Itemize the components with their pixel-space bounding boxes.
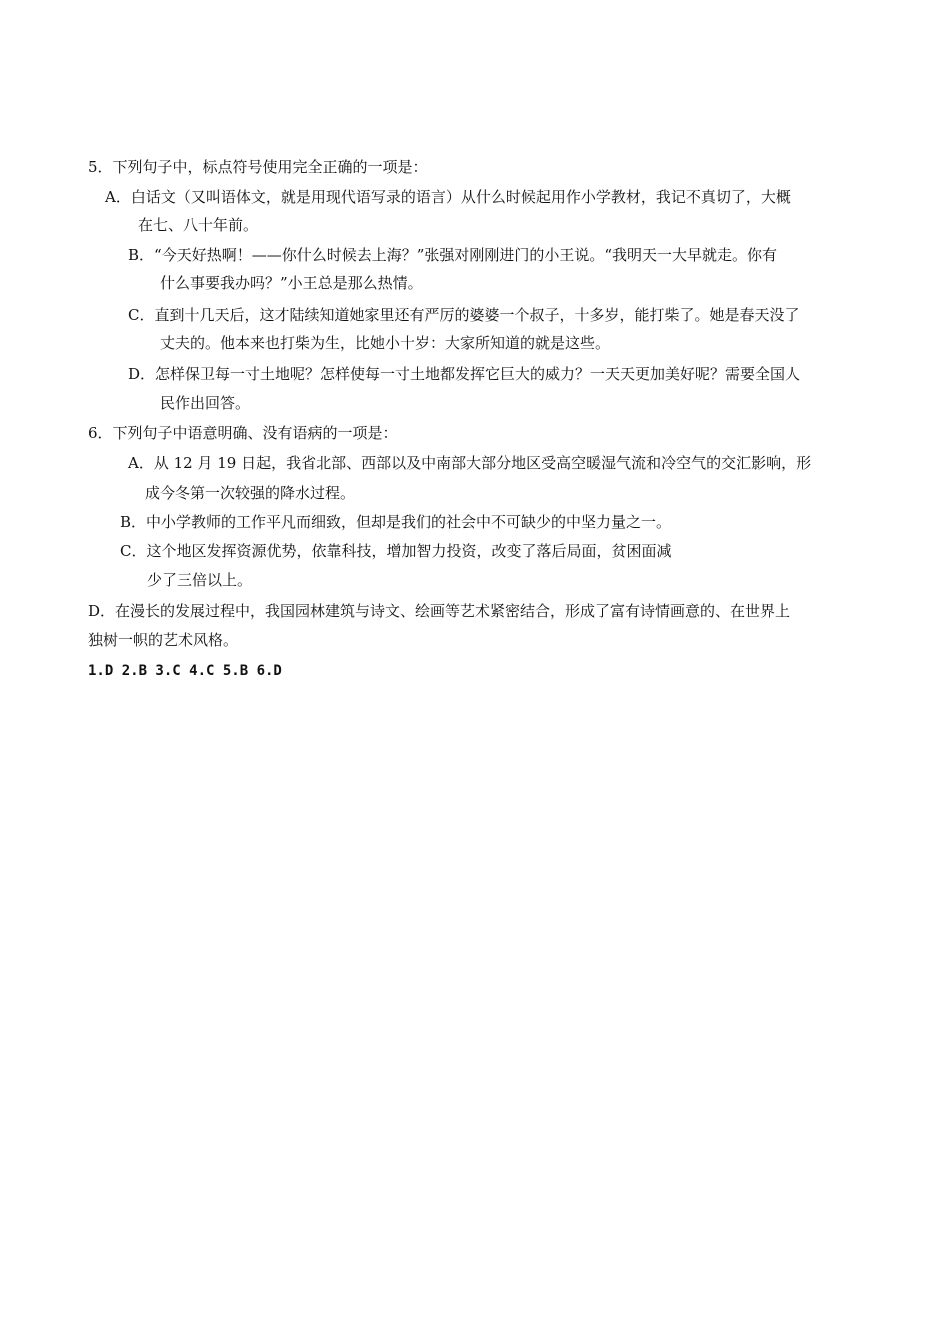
q5-option-d-line2: 民作出回答。	[160, 394, 251, 412]
q5-option-b-line2: 什么事要我办吗？”小王总是那么热情。	[160, 274, 423, 292]
q6-option-d-line2: 独树一帜的艺术风格。	[88, 631, 239, 649]
q5-stem: 5．下列句子中，标点符号使用完全正确的一项是：	[88, 158, 428, 176]
q6-option-b: B．中小学教师的工作平凡而细致，但却是我们的社会中不可缺少的中坚力量之一。	[120, 513, 672, 531]
answer-key: 1.D 2.B 3.C 4.C 5.B 6.D	[88, 663, 282, 679]
q5-option-a-line2: 在七、八十年前。	[138, 216, 259, 234]
q6-stem: 6．下列句子中语意明确、没有语病的一项是：	[88, 424, 398, 442]
q5-option-b-line1: B．“今天好热啊！——你什么时候去上海？”张强对刚刚进门的小王说。“我明天一大早就走。你有	[128, 246, 778, 264]
q6-option-a-line2: 成今冬第一次较强的降水过程。	[145, 484, 356, 502]
q5-option-d-line1: D．怎样保卫每一寸土地呢？怎样使每一寸土地都发挥它巨大的威力？一天天更加美好呢？需要全国人	[128, 365, 801, 383]
q6-option-c-line1: C．这个地区发挥资源优势，依靠科技，增加智力投资，改变了落后局面，贫困面减	[120, 542, 672, 560]
q6-option-d-line1: D．在漫长的发展过程中，我国园林建筑与诗文、绘画等艺术紧密结合，形成了富有诗情画意的、在世界上	[88, 602, 791, 620]
q5-option-a-line1: A．白话文（又叫语体文，就是用现代语写录的语言）从什么时候起用作小学教材，我记不真切了，大概	[105, 188, 791, 206]
q6-option-a-line1: A．从 12 月 19 日起，我省北部、西部以及中南部大部分地区受高空暖湿气流和冷空气的交汇影响，形	[128, 454, 812, 472]
q5-option-c-line1: C．直到十几天后，这才陆续知道她家里还有严厉的婆婆一个叔子，十多岁，能打柴了。她是春天没了	[128, 306, 800, 324]
q6-option-c-line2: 少了三倍以上。	[147, 571, 253, 589]
q5-option-c-line2: 丈夫的。他本来也打柴为生，比她小十岁：大家所知道的就是这些。	[160, 334, 611, 352]
